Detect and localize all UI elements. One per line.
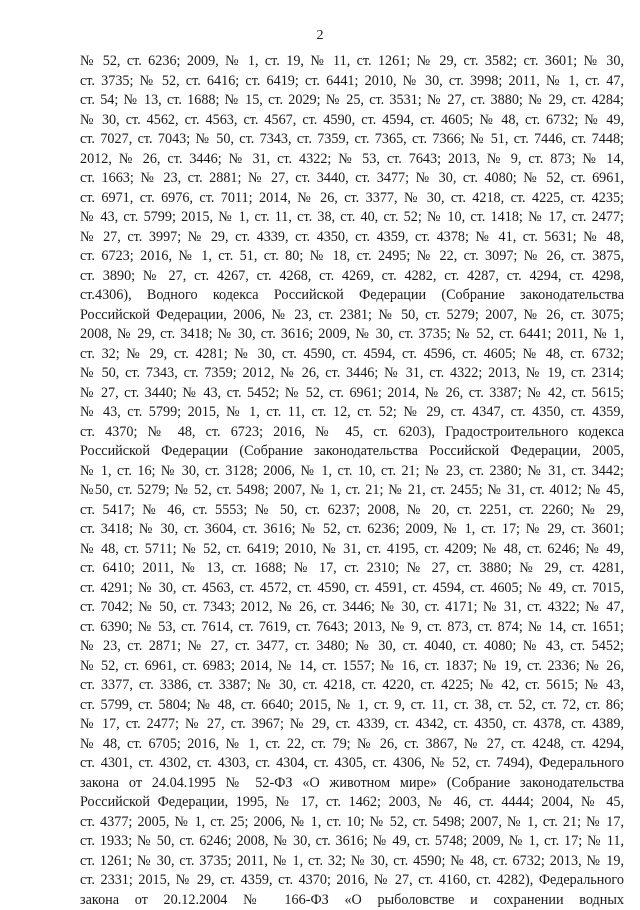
text-line: ст. 4377; 2005, № 1, ст. 25; 2006, № 1, ст. 10; № 52, ст. 5498; 2007, № 1, ст. 21; № 17, xyxy=(80,813,624,833)
text-line: № 1, ст. 16; № 30, ст. 3128; 2006, № 1, ст. 10, ст. 21; № 23, ст. 2380; № 31, ст. 3442; xyxy=(80,462,624,482)
text-line: ст. 7042; № 50, ст. 7343; 2012, № 26, ст. 3446; № 30, ст. 4171; № 31, ст. 4322; № 47, xyxy=(80,598,624,618)
text-line: ст. 2331; 2015, № 29, ст. 4359, ст. 4370; 2016, № 27, ст. 4160, ст. 4282), Федерального xyxy=(80,871,624,891)
text-line: № 52, ст. 6961, ст. 6983; 2014, № 14, ст. 1557; № 16, ст. 1837; № 19, ст. 2336; № 26, xyxy=(80,657,624,677)
text-line: ст. 1663; № 23, ст. 2881; № 27, ст. 3440, ст. 3477; № 30, ст. 4080; № 52, ст. 6961, xyxy=(80,169,624,189)
text-line: ст. 3418; № 30, ст. 3604, ст. 3616; № 52, ст. 6236; 2009, № 1, ст. 17; № 29, ст. 3601; xyxy=(80,520,624,540)
text-line: ст. 1261; № 30, ст. 3735; 2011, № 1, ст. 32; № 30, ст. 4590; № 48, ст. 6732; 2013, № 19, xyxy=(80,852,624,872)
text-line: ст. 3735; № 52, ст. 6416; ст. 6419; ст. 6441; 2010, № 30, ст. 3998; 2011, № 1, ст. 47, xyxy=(80,72,624,92)
text-line: ст. 32; № 29, ст. 4281; № 30, ст. 4590, ст. 4594, ст. 4596, ст. 4605; № 48, ст. 6732; xyxy=(80,345,624,365)
document-body xyxy=(80,52,624,910)
text-line: закона от 24.04.1995 № 52-ФЗ «О животном мире» (Собрание законодательства xyxy=(80,774,624,794)
text-line: ст. 3890; № 27, ст. 4267, ст. 4268, ст. 4269, ст. 4282, ст. 4287, ст. 4294, ст. 4298, xyxy=(80,267,624,287)
text-line: 2008, № 29, ст. 3418; № 30, ст. 3616; 2009, № 30, ст. 3735; № 52, ст. 6441; 2011, № 1, xyxy=(80,325,624,345)
text-line: ст. 5417; № 46, ст. 5553; № 50, ст. 6237; 2008, № 20, ст. 2251, ст. 2260; № 29, xyxy=(80,501,624,521)
text-line: ст. 4291; № 30, ст. 4563, ст. 4572, ст. 4590, ст. 4591, ст. 4594, ст. 4605; № 49, ст. 7015, xyxy=(80,579,624,599)
text-line: ст. 4370; № 48, ст. 6723; 2016, № 45, ст. 6203), Градостроительного кодекса xyxy=(80,423,624,443)
text-line: № 27, ст. 3997; № 29, ст. 4339, ст. 4350, ст. 4359, ст. 4378; № 41, ст. 5631; № 48, xyxy=(80,228,624,248)
text-line: ст. 6410; 2011, № 13, ст. 1688; № 17, ст. 2310; № 27, ст. 3880; № 29, ст. 4281, xyxy=(80,559,624,579)
text-line: ст. 3377, ст. 3386, ст. 3387; № 30, ст. 4218, ст. 4220, ст. 4225; № 42, ст. 5615; № 43, xyxy=(80,676,624,696)
text-line: № 50, ст. 7343, ст. 7359; 2012, № 26, ст. 3446; № 31, ст. 4322; 2013, № 19, ст. 2314; xyxy=(80,364,624,384)
text-line: № 48, ст. 5711; № 52, ст. 6419; 2010, № 31, ст. 4195, ст. 4209; № 48, ст. 6246; № 49, xyxy=(80,540,624,560)
text-line: ст. 6390; № 53, ст. 7614, ст. 7619, ст. 7643; 2013, № 9, ст. 873, ст. 874; № 14, ст. 1651; xyxy=(80,618,624,638)
text-line: закона от 20.12.2004 № 166-ФЗ «О рыболовстве и сохранении водных xyxy=(80,891,624,910)
text-line: № 48, ст. 6705; 2016, № 1, ст. 22, ст. 79; № 26, ст. 3867, № 27, ст. 4248, ст. 4294, xyxy=(80,735,624,755)
text-line: Российской Федерации, 1995, № 17, ст. 1462; 2003, № 46, ст. 4444; 2004, № 45, xyxy=(80,793,624,813)
text-line: № 30, ст. 4562, ст. 4563, ст. 4567, ст. 4590, ст. 4594, ст. 4605; № 48, ст. 6732; № 49, xyxy=(80,111,624,131)
text-line: Российской Федерации (Собрание законодательства Российской Федерации, 2005, xyxy=(80,442,624,462)
text-line: № 17, ст. 2477; № 27, ст. 3967; № 29, ст. 4339, ст. 4342, ст. 4350, ст. 4378, ст. 4389, xyxy=(80,715,624,735)
text-line: ст. 6723; 2016, № 1, ст. 51, ст. 80; № 18, ст. 2495; № 22, ст. 3097; № 26, ст. 3875, xyxy=(80,247,624,267)
text-line: ст. 6971, ст. 6976, ст. 7011; 2014, № 26, ст. 3377, № 30, ст. 4218, ст. 4225, ст. 4235; xyxy=(80,189,624,209)
text-line: ст. 54; № 13, ст. 1688; № 15, ст. 2029; № 25, ст. 3531; № 27, ст. 3880; № 29, ст. 4284; xyxy=(80,91,624,111)
text-line: ст. 7027, ст. 7043; № 50, ст. 7343, ст. 7359, ст. 7365, ст. 7366; № 51, ст. 7446, ст. 7448; xyxy=(80,130,624,150)
text-line: № 27, ст. 3440; № 43, ст. 5452; № 52, ст. 6961; 2014, № 26, ст. 3387; № 42, ст. 5615; xyxy=(80,384,624,404)
text-line: ст. 4301, ст. 4302, ст. 4303, ст. 4304, ст. 4305, ст. 4306, № 52, ст. 7494), Федерального xyxy=(80,754,624,774)
text-line: ст. 1933; № 50, ст. 6246; 2008, № 30, ст. 3616; № 49, ст. 5748; 2009, № 1, ст. 17; № 11, xyxy=(80,832,624,852)
text-line: Российской Федерации, 2006, № 23, ст. 2381; № 50, ст. 5279; 2007, № 26, ст. 3075; xyxy=(80,306,624,326)
text-line: 2012, № 26, ст. 3446; № 31, ст. 4322; № 53, ст. 7643; 2013, № 9, ст. 873; № 14, xyxy=(80,150,624,170)
text-line: №50, ст. 5279; № 52, ст. 5498; 2007, № 1, ст. 21; № 21, ст. 2455; № 31, ст. 4012; № 45, xyxy=(80,481,624,501)
text-line: ст.4306), Водного кодекса Российской Федерации (Собрание законодательства xyxy=(80,286,624,306)
text-line: № 52, ст. 6236; 2009, № 1, ст. 19, № 11, ст. 1261; № 29, ст. 3582; ст. 3601; № 30, xyxy=(80,52,624,72)
text-line: № 43, ст. 5799; 2015, № 1, ст. 11, ст. 38, ст. 40, ст. 52; № 10, ст. 1418; № 17, ст. 2477; xyxy=(80,208,624,228)
text-line: ст. 5799, ст. 5804; № 48, ст. 6640; 2015, № 1, ст. 9, ст. 11, ст. 38, ст. 52, ст. 72, ст. 86; xyxy=(80,696,624,716)
text-line: № 43, ст. 5799; 2015, № 1, ст. 11, ст. 12, ст. 52; № 29, ст. 4347, ст. 4350, ст. 4359, xyxy=(80,403,624,423)
page-number: 2 xyxy=(0,28,640,44)
text-line: № 23, ст. 2871; № 27, ст. 3477, ст. 3480; № 30, ст. 4040, ст. 4080; № 43, ст. 5452; xyxy=(80,637,624,657)
